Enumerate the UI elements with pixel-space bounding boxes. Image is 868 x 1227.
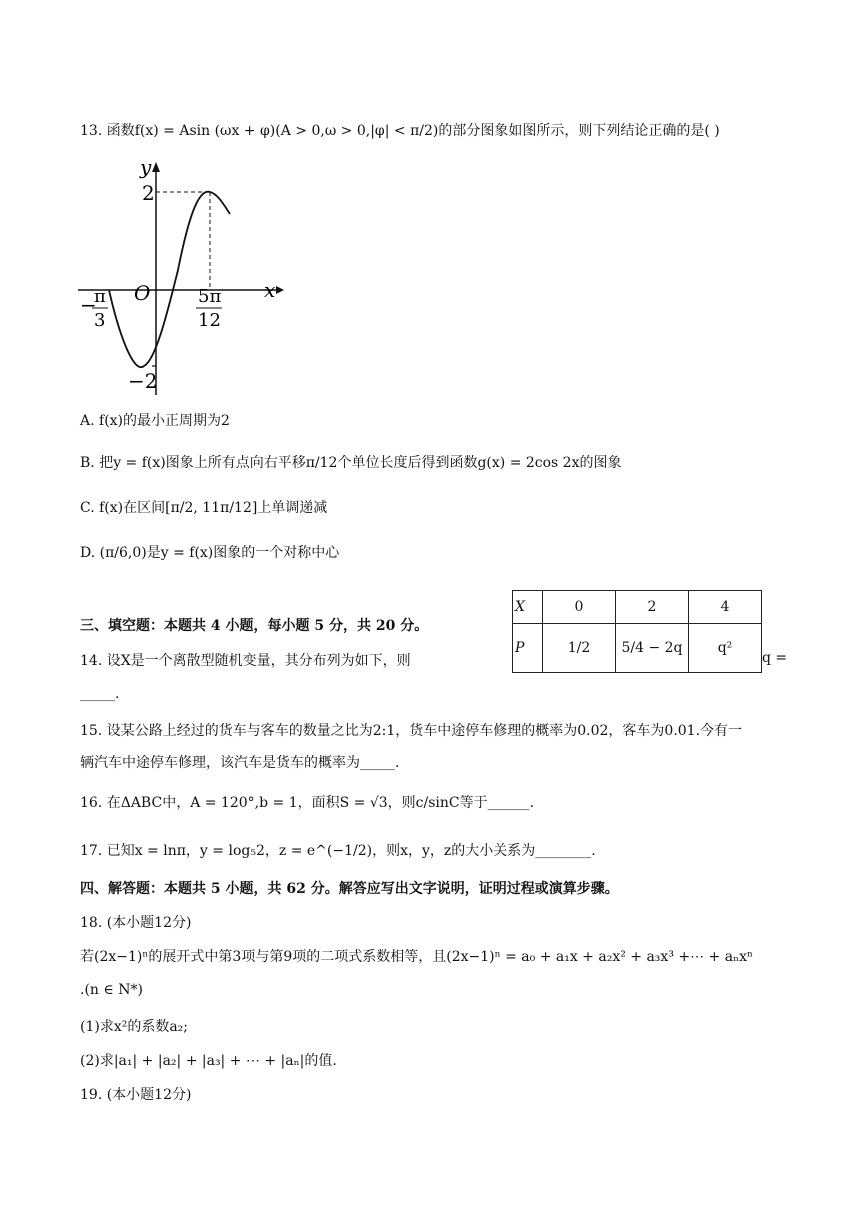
question-17: 17. 已知x = lnπ，y = log₅2，z = e^(−1/2)，则x，y，z的大小关系为________.: [80, 843, 596, 859]
question-14-blank: _____.: [80, 686, 120, 702]
question-18-line1: 若(2x−1)ⁿ的展开式中第3项与第9项的二项式系数相等，且(2x−1)ⁿ = a₀ + a₁x + a₂x² + a₃x³ +⋯ + aₙxⁿ: [80, 949, 754, 965]
option-c: C. f(x)在区间[π/2, 11π/12]上单调递减: [80, 500, 328, 516]
y-axis-label: y: [140, 155, 152, 179]
x-left-numerator: π: [94, 286, 106, 307]
x-axis-label: x: [264, 278, 276, 302]
table-row: [513, 624, 762, 673]
question-16: 16. 在ΔABC中，A = 120°,b = 1，面积S = √3，则c/sinC等于______.: [80, 795, 535, 811]
option-b: B. 把y = f(x)图象上所有点向右平移π/12个单位长度后得到函数g(x) = 2cos 2x的图象: [80, 455, 622, 471]
x-label-cell: X: [513, 591, 543, 624]
question-19-title: 19. (本小题12分): [80, 1087, 192, 1103]
question-18-line2: .(n ∈ N*): [80, 982, 143, 998]
question-18-title: 18. (本小题12分): [80, 915, 192, 931]
option-a: A. f(x)的最小正周期为2: [80, 413, 230, 429]
section-4-heading: 四、解答题：本题共 5 小题，共 62 分。解答应写出文字说明，证明过程或演算步骤。: [80, 881, 619, 897]
question-15-line1: 15. 设某公路上经过的货车与客车的数量之比为2:1，货车中途停车修理的概率为0.02，客车为0.01.今有一: [80, 723, 743, 739]
question-15-line2: 辆汽车中途停车修理，该汽车是货车的概率为_____.: [80, 755, 400, 771]
sine-graph-figure: [78, 150, 288, 400]
question-18-part2: (2)求|a₁| + |a₂| + |a₃| + ⋯ + |aₙ|的值.: [80, 1053, 337, 1069]
x-left-denominator: 3: [94, 310, 106, 331]
option-d: D. (π/6,0)是y = f(x)图象的一个对称中心: [80, 545, 340, 561]
p-label-cell: P: [513, 624, 543, 673]
question-14-text: 14. 设X是一个离散型随机变量，其分布列为如下，则: [80, 653, 411, 669]
section-3-heading: 三、填空题：本题共 4 小题，每小题 5 分，共 20 分。: [80, 618, 429, 634]
x-axis-arrow-icon: [276, 286, 284, 294]
distribution-table: [512, 590, 762, 673]
question-13-stem: 13. 函数f(x) = Asin (ωx + φ)(A > 0,ω > 0,|φ| < π/2)的部分图象如图所示，则下列结论正确的是( ): [80, 123, 720, 139]
sine-curve: [109, 192, 230, 367]
x-left-sign: −: [80, 293, 97, 317]
p-value-cell: q²: [689, 624, 762, 673]
question-14-q-label: q =: [762, 650, 788, 666]
origin-label: O: [134, 281, 151, 305]
x-right-numerator: 5π: [198, 286, 222, 307]
x-right-denominator: 12: [198, 310, 221, 331]
table-row: [513, 591, 762, 624]
question-18-part1: (1)求x²的系数a₂;: [80, 1019, 189, 1035]
x-value-cell: 2: [616, 591, 689, 624]
y-axis-arrow-icon: [152, 162, 160, 172]
y-max-label: 2: [142, 181, 155, 205]
p-value-cell: 5/4 − 2q: [616, 624, 689, 673]
y-min-label: −2: [128, 369, 158, 393]
x-value-cell: 4: [689, 591, 762, 624]
x-value-cell: 0: [543, 591, 616, 624]
p-value-cell: 1/2: [543, 624, 616, 673]
